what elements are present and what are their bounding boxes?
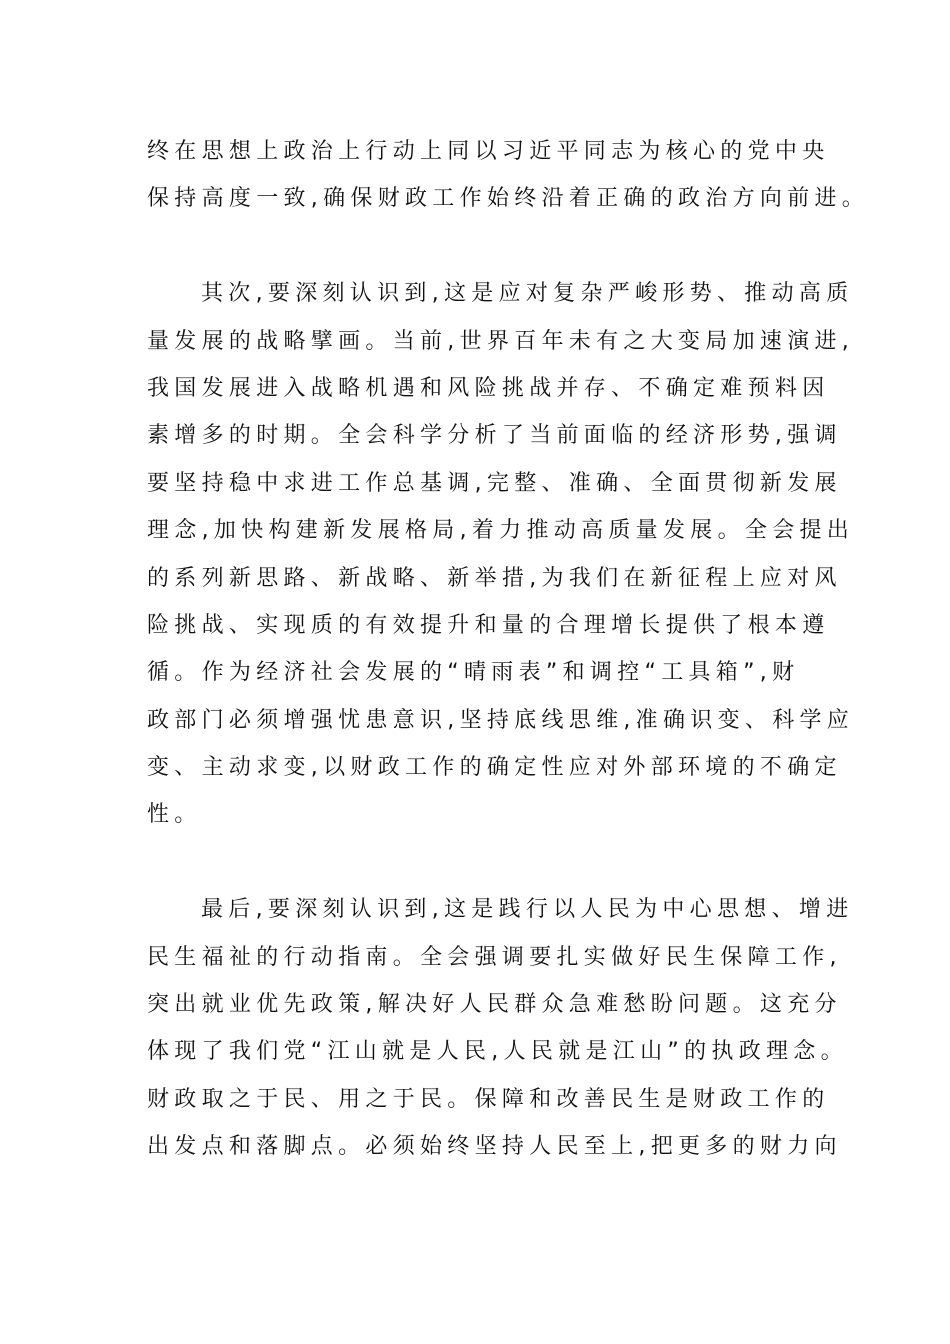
paragraph [147, 128, 870, 223]
paragraph [147, 886, 854, 1170]
text-line: 财政取之于民、用之于民。保障和改善民生是财政工作的 [147, 1086, 830, 1112]
text-line: 循。作为经济社会发展的“晴雨表”和调控“工具箱”,财 [147, 660, 800, 686]
text-line: 险挑战、实现质的有效提升和量的合理增长提供了根本遵 [147, 612, 830, 638]
text-line: 素增多的时期。全会科学分析了当前面临的经济形势,强调 [147, 423, 842, 449]
text-line: 突出就业优先政策,解决好人民群众急难愁盼问题。这充分 [147, 992, 842, 1018]
text-line: 理念,加快构建新发展格局,着力推动高质量发展。全会提出 [147, 518, 855, 544]
paragraph-spacer [147, 223, 827, 270]
text-line: 的系列新思路、新战略、新举措,为我们在新征程上应对风 [147, 565, 842, 591]
text-line: 我国发展进入战略机遇和风险挑战并存、不确定难预料因 [147, 375, 830, 401]
text-line: 变、主动求变,以财政工作的确定性应对外部环境的不确定 [147, 755, 842, 781]
text-line: 政部门必须增强忧患意识,坚持底线思维,准确识变、科学应 [147, 707, 855, 733]
paragraph [147, 270, 855, 839]
text-line: 其次,要深刻认识到,这是应对复杂严峻形势、推动高质 [201, 281, 854, 307]
text-line: 民生福祉的行动指南。全会强调要扎实做好民生保障工作, [147, 944, 842, 970]
text-line: 要坚持稳中求进工作总基调,完整、准确、全面贯彻新发展 [147, 470, 842, 496]
text-line: 最后,要深刻认识到,这是践行以人民为中心思想、增进 [201, 897, 854, 923]
text-line: 保持高度一致,确保财政工作始终沿着正确的政治方向前进。 [147, 186, 870, 212]
text-line: 体现了我们党“江山就是人民,人民就是江山”的执政理念。 [147, 1039, 848, 1065]
text-line: 终在思想上政治上行动上同以习近平同志为核心的党中央 [147, 139, 830, 164]
text-line: 量发展的战略擘画。当前,世界百年未有之大变局加速演进, [147, 328, 855, 354]
document-page [147, 128, 870, 1171]
text-line: 性。 [147, 802, 202, 828]
text-line: 出发点和落脚点。必须始终坚持人民至上,把更多的财力向 [147, 1134, 842, 1160]
paragraph-spacer [147, 839, 827, 886]
